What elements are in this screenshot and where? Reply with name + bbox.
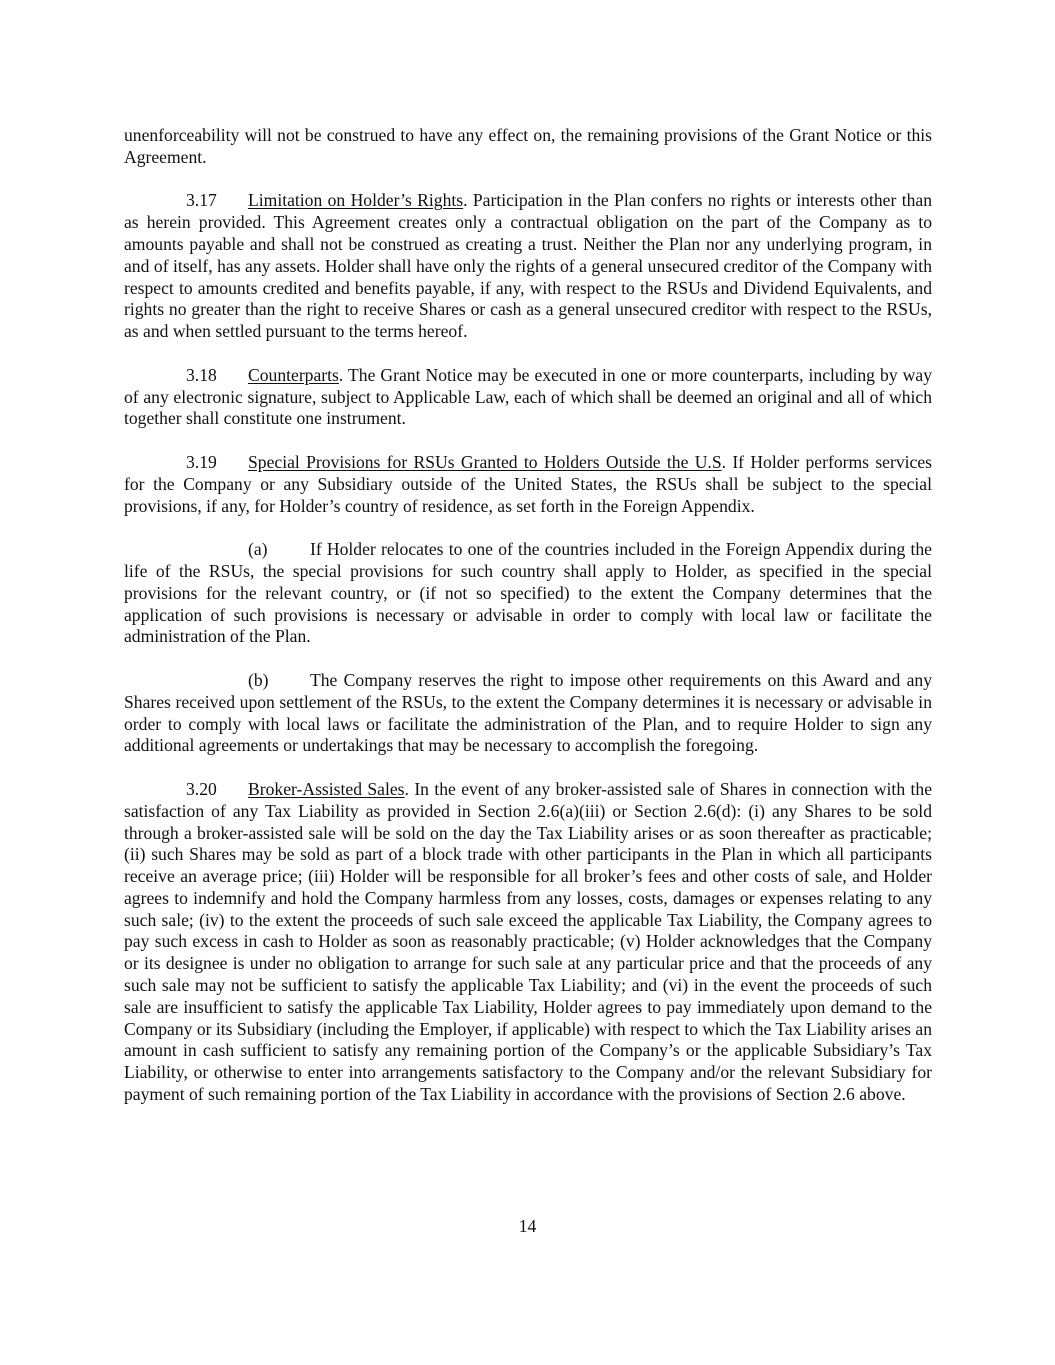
section-heading: Broker-Assisted Sales bbox=[248, 778, 405, 799]
subsection-a bbox=[124, 539, 932, 648]
subsection-label: (a) bbox=[248, 539, 268, 560]
subsection-text: The Company reserves the right to impose other requirements on this Award and any Shares received upon settlement of the RSUs, to the extent the Company determines it is necessary or advisable in order to comply with local laws or facilitate the administration of the Plan, and to require Holder to sign any additional agreements or undertakings that may be necessary to accomplish the foregoing. bbox=[124, 669, 932, 756]
section-number: 3.19 bbox=[186, 451, 217, 472]
subsection-label: (b) bbox=[248, 669, 269, 690]
section-3-19 bbox=[124, 452, 932, 517]
section-body: . The Grant Notice may be executed in one or more counterparts, including by way of any electronic signature, subject to Applicable Law, each of which shall be deemed an original and all of which together shall constitute one instrument. bbox=[124, 364, 932, 429]
section-3-17 bbox=[124, 190, 932, 343]
section-heading: Counterparts bbox=[248, 364, 339, 385]
section-body: . In the event of any broker-assisted sale of Shares in connection with the satisfaction of any Tax Liability as provided in Section 2.6(a)(iii) or Section 2.6(d): (i) any Shares to be sold through a broker-assisted sale will be sold on the day the Tax Liability arises or as soon thereafter as practicable; (ii) such Shares may be sold as part of a block trade with other participants in the Plan in which all participants receive an average price; (iii) Holder will be responsible for all broker’s fees and other costs of sale, and Holder agrees to indemnify and hold the Company harmless from any losses, costs, damages or expenses relating to any such sale; (iv) to the extent the proceeds of such sale exceed the applicable Tax Liability, the Company agrees to pay such excess in cash to Holder as soon as reasonably practicable; (v) Holder acknowledges that the Company or its designee is under no obligation to arrange for such sale at any particular price and that the proceeds of any such sale may not be sufficient to satisfy the applicable Tax Liability; and (vi) in the event the proceeds of such sale are insufficient to satisfy the applicable Tax Liability, Holder agrees to pay immediately upon demand to the Company or its Subsidiary (including the Employer, if applicable) with respect to which the Tax Liability arises an amount in cash sufficient to satisfy any remaining portion of the Company’s or the applicable Subsidiary’s Tax Liability, or otherwise to enter into arrangements satisfactory to the Company and/or the relevant Subsidiary for payment of such remaining portion of the Tax Liability in accordance with the provisions of Section 2.6 above. bbox=[124, 778, 933, 1105]
subsection-b bbox=[124, 670, 932, 757]
section-number: 3.20 bbox=[186, 778, 217, 799]
intro-paragraph: unenforceability will not be construed to have any effect on, the remaining provisions of the Grant Notice or this Agreement. bbox=[124, 125, 932, 167]
section-heading: Limitation on Holder’s Rights bbox=[248, 190, 464, 211]
section-number: 3.17 bbox=[186, 190, 217, 211]
section-number: 3.18 bbox=[186, 364, 217, 385]
section-3-20 bbox=[124, 779, 932, 1106]
document-page bbox=[124, 125, 932, 1128]
section-body: . Participation in the Plan confers no rights or interests other than as herein provided. This Agreement creates only a contractual obligation on the part of the Company as to amounts payable and shall not be construed as creating a trust. Neither the Plan nor any underlying program, in and of itself, has any assets. Holder shall have only the rights of a general unsecured creditor of the Company with respect to amounts credited and benefits payable, if any, with respect to the RSUs and Dividend Equivalents, and rights no greater than the right to receive Shares or cash as a general unsecured creditor with respect to the RSUs, as and when settled pursuant to the terms hereof. bbox=[124, 190, 932, 342]
section-body: . If Holder performs services for the Company or any Subsidiary outside of the United States, the RSUs shall be subject to the special provisions, if any, for Holder’s country of residence, as set forth in the Foreign Appendix. bbox=[124, 451, 932, 516]
section-heading: Special Provisions for RSUs Granted to Holders Outside the U.S bbox=[248, 451, 722, 472]
subsection-text: If Holder relocates to one of the countries included in the Foreign Appendix during the life of the RSUs, the special provisions for such country shall apply to Holder, as specified in the special provisions for the relevant country, or (if not so specified) to the extent the Company determines that the application of such provisions is necessary or advisable in order to comply with local law or facilitate the administration of the Plan. bbox=[124, 539, 932, 647]
section-3-18 bbox=[124, 365, 932, 430]
page-number: 14 bbox=[518, 1216, 537, 1236]
